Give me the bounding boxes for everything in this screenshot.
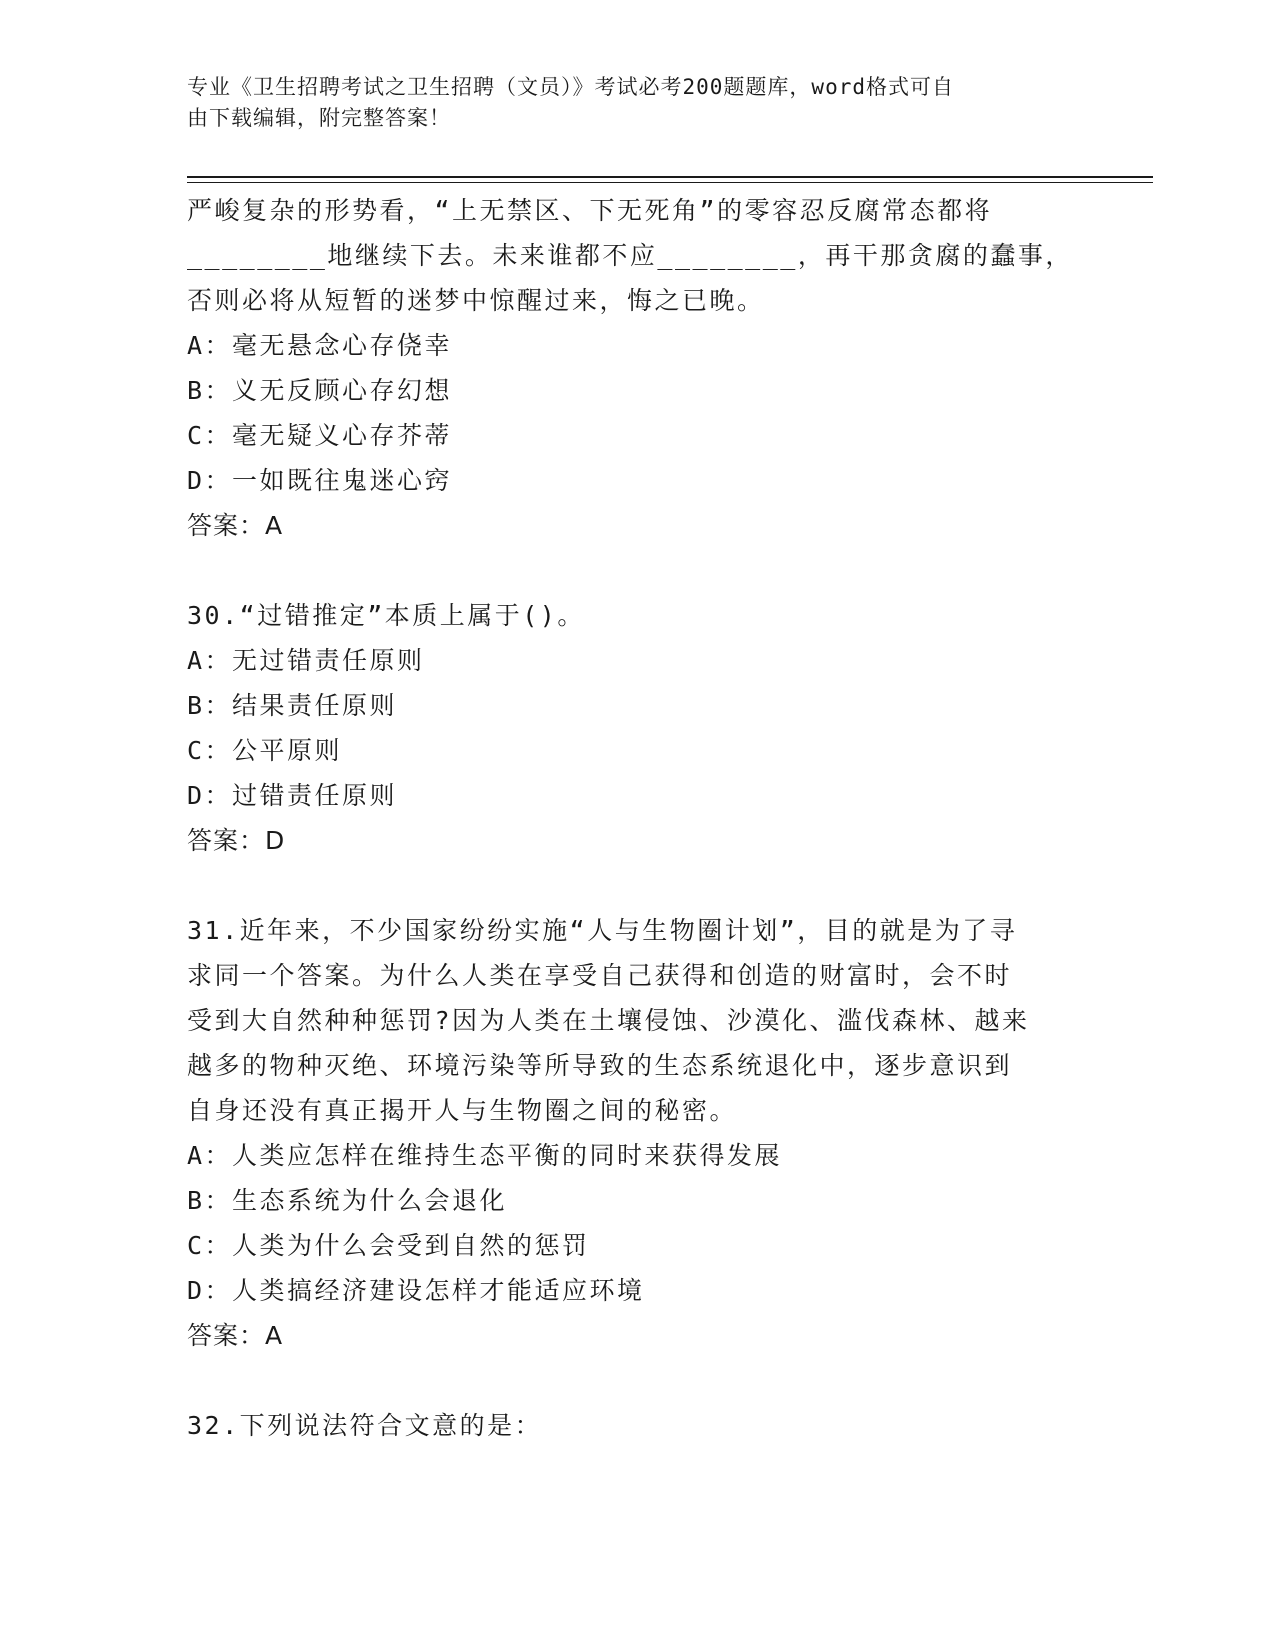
question-31-text-line: 受到大自然种种惩罚?因为人类在土壤侵蚀、沙漠化、滥伐森林、越来 (187, 1006, 1030, 1035)
question-31-answer: 答案：A (187, 1321, 284, 1350)
question-29-text-line: ________地继续下去。未来谁都不应________，再干那贪腐的蠢事， (187, 241, 1073, 270)
question-31-option-c: C：人类为什么会受到自然的惩罚 (187, 1231, 590, 1260)
question-30 (187, 593, 1087, 863)
header-divider-top (187, 176, 1153, 178)
header-line-1: 专业《卫生招聘考试之卫生招聘（文员）》考试必考200题题库，word格式可自 (187, 75, 954, 99)
questions-body (187, 188, 1087, 1448)
question-29-option-b: B：义无反顾心存幻想 (187, 376, 453, 405)
question-29-option-a: A：毫无悬念心存侥幸 (187, 331, 453, 360)
question-30-text-line: 30.“过错推定”本质上属于()。 (187, 601, 585, 630)
question-31-option-b: B：生态系统为什么会退化 (187, 1186, 508, 1215)
question-31-option-d: D：人类搞经济建设怎样才能适应环境 (187, 1276, 645, 1305)
header-line-2: 由下载编辑，附完整答案！ (187, 106, 451, 130)
question-30-answer: 答案：D (187, 826, 286, 855)
question-29-answer: 答案：A (187, 511, 284, 540)
question-29-text-line: 严峻复杂的形势看，“上无禁区、下无死角”的零容忍反腐常态都将 (187, 196, 993, 225)
document-header (187, 72, 1067, 134)
question-30-option-c: C：公平原则 (187, 736, 343, 765)
spacer (187, 863, 1087, 908)
question-30-option-b: B：结果责任原则 (187, 691, 398, 720)
question-29-option-c: C：毫无疑义心存芥蒂 (187, 421, 453, 450)
question-29 (187, 188, 1087, 548)
question-31-text-line: 自身还没有真正揭开人与生物圈之间的秘密。 (187, 1096, 738, 1125)
spacer (187, 1358, 1087, 1403)
question-31 (187, 908, 1087, 1358)
question-29-option-d: D：一如既往鬼迷心窍 (187, 466, 453, 495)
question-31-text-line: 越多的物种灭绝、环境污染等所导致的生态系统退化中，逐步意识到 (187, 1051, 1013, 1080)
question-32 (187, 1403, 1087, 1448)
question-31-option-a: A：人类应怎样在维持生态平衡的同时来获得发展 (187, 1141, 783, 1170)
question-29-text-line: 否则必将从短暂的迷梦中惊醒过来，悔之已晚。 (187, 286, 765, 315)
question-30-option-d: D：过错责任原则 (187, 781, 398, 810)
question-30-option-a: A：无过错责任原则 (187, 646, 425, 675)
question-32-text-line: 32.下列说法符合文意的是： (187, 1411, 543, 1440)
header-divider-bottom (187, 182, 1153, 183)
spacer (187, 548, 1087, 593)
question-31-text-line: 31.近年来，不少国家纷纷实施“人与生物圈计划”，目的就是为了寻 (187, 916, 1018, 945)
question-31-text-line: 求同一个答案。为什么人类在享受自己获得和创造的财富时，会不时 (187, 961, 1013, 990)
